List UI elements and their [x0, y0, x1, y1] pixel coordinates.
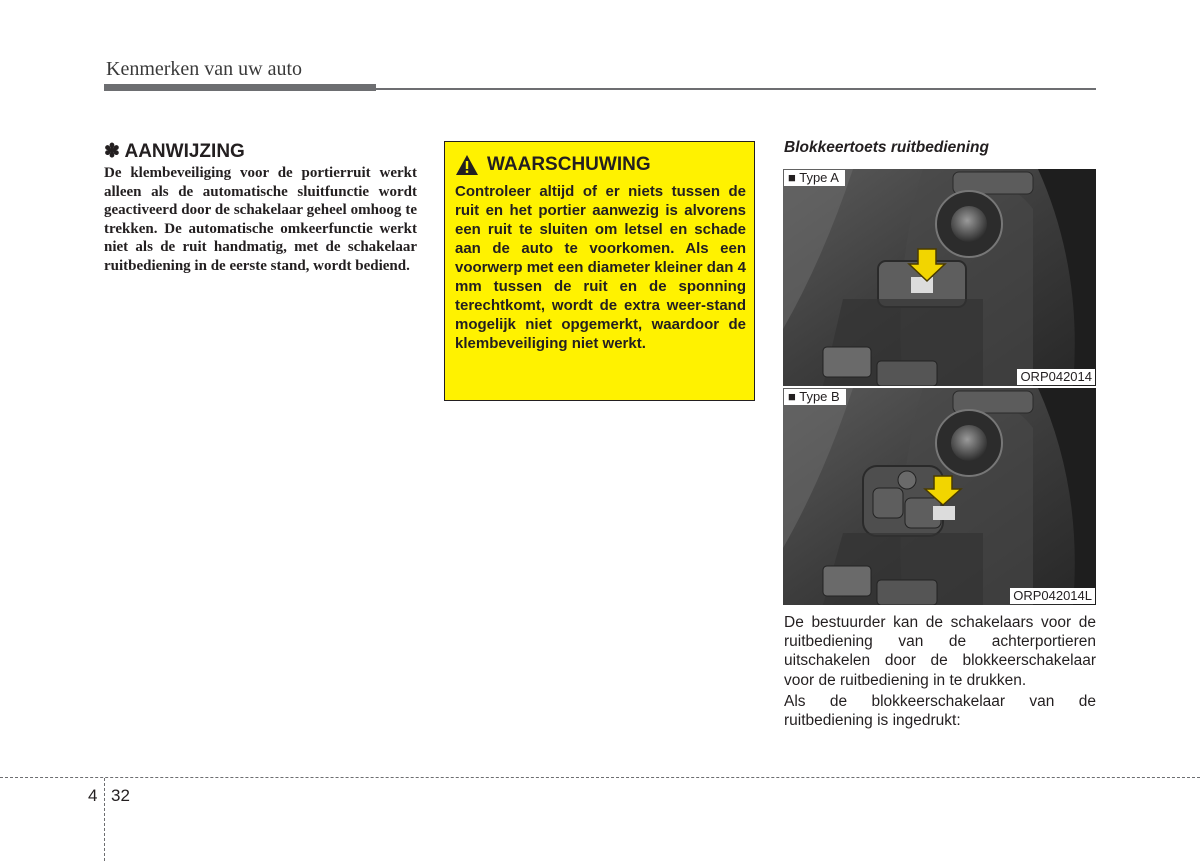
warning-body: Controleer altijd of er niets tussen de ruit en het portier aanwezig is alvorens een ruit te sluiten om letsel en schade aan de auto te voorkomen. Als een voorwerp met een diameter kleiner dan 4 mm tussen de ruit en de sponning terechtkomt, wordt de extra weer-stand mogelijk niet opgemerkt, waardoor de klembeveiliging niet werkt. [455, 183, 746, 352]
body-paragraph: Als de blokkeerschakelaar van de ruitbediening is ingedrukt: [784, 693, 1096, 730]
window-switch-panel-photo-a [783, 169, 1096, 386]
warning-title: WAARSCHUWING [487, 154, 651, 175]
note-body: De klembeveiliging voor de portierruit werkt alleen als de automatische sluitfunctie wordt geactiveerd door de schakelaar geheel omhoog te trekken. De automatische omkeerfunctie werkt niet als de ruit handmatig, met de schakelaar ruitbediening in de eerste stand, wordt bediend. [104, 165, 417, 274]
figure-code: ORP042014 [1017, 369, 1095, 385]
figure-type-b [783, 388, 1096, 605]
warning-triangle-icon [455, 154, 479, 176]
note-heading: ✽ AANWIJZING [104, 141, 245, 162]
chapter-number: 4 [88, 786, 98, 805]
section-heading: Blokkeertoets ruitbediening [784, 139, 989, 156]
warning-title-row [455, 154, 651, 176]
footer-rule [0, 777, 1200, 778]
warning-box [444, 141, 755, 401]
body-paragraph: De bestuurder kan de schakelaars voor de ruitbediening van de achterportieren uitschakelen door de blokkeerschakelaar voor de ruitbediening in te drukken. [784, 614, 1096, 689]
header-rule-thin [376, 88, 1096, 90]
figure-type-a [783, 169, 1096, 386]
window-switch-panel-photo-b [783, 388, 1096, 605]
figure-type-label: ■ Type B [784, 389, 846, 405]
page-number: 32 [111, 786, 130, 805]
page-header-title: Kenmerken van uw auto [106, 58, 303, 80]
figure-code: ORP042014L [1010, 588, 1095, 604]
footer-vertical-rule [104, 778, 105, 861]
figure-type-label: ■ Type A [784, 170, 845, 186]
header-rule [104, 84, 376, 91]
